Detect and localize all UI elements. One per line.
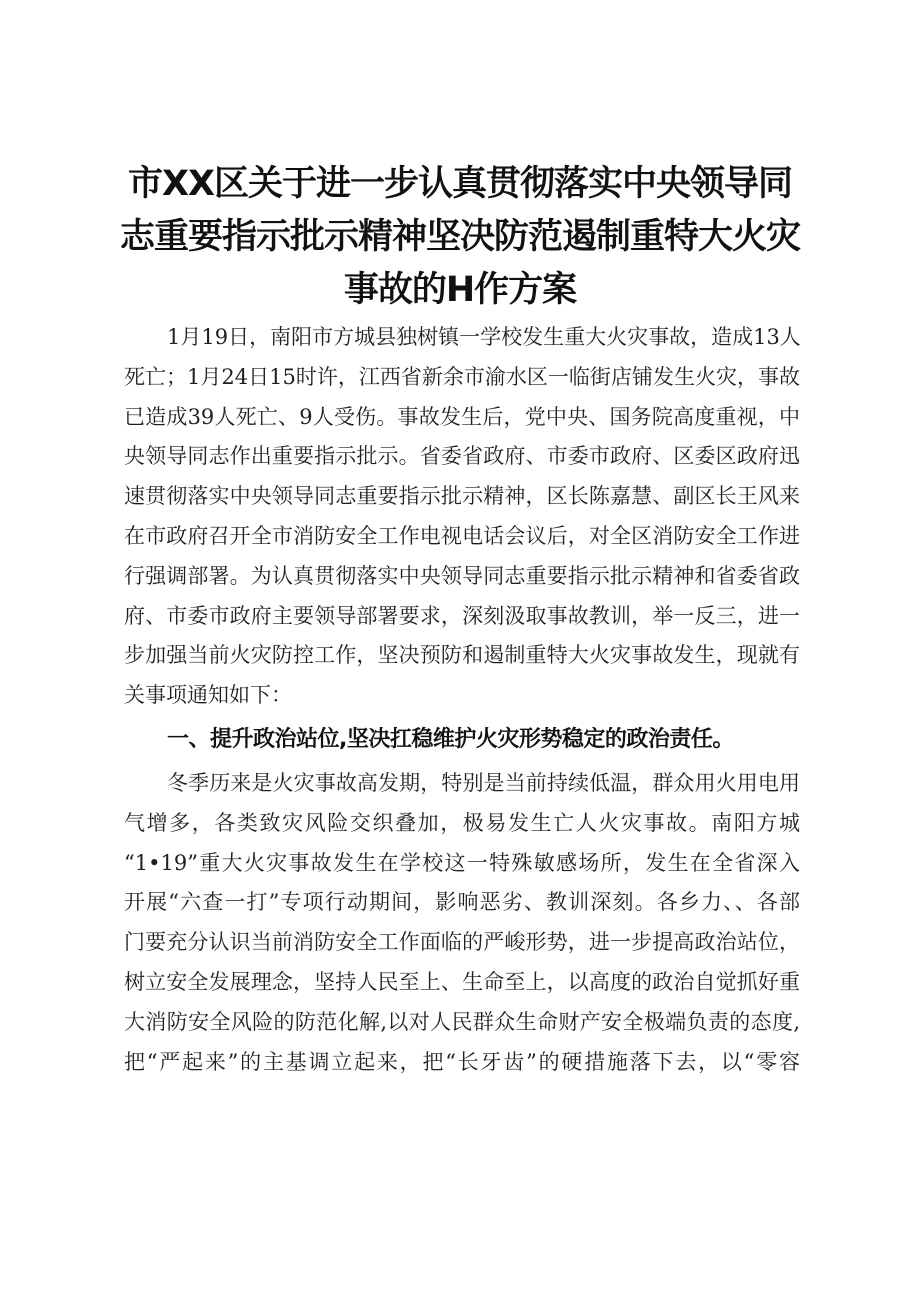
text-line: 1月19日，南阳市方城县独树镇一学校发生重大火灾事故，造成13人	[167, 325, 801, 349]
text-line: 已造成39人死亡、9人受伤。事故发生后，党中央、国务院高度重视，中	[124, 404, 800, 429]
text-line: 步加强当前火灾防控工作，坚决预防和遏制重特大火灾事故发生，现就有	[124, 643, 800, 668]
text-line: 速贯彻落实中央领导同志重要指示批示精神，区长陈嘉慧、副区长王风来	[124, 484, 800, 509]
text-line: 关事项通知如下：	[124, 683, 292, 708]
text-line: 大消防安全风险的防范化解,以对人民群众生命财产安全极端负责的态度,	[124, 1009, 800, 1034]
text-line: 把“严起来”的主基调立起来，把“长牙齿”的硬措施落下去，以“零容	[124, 1049, 800, 1074]
text-line: 气增多，各类致灾风险交织叠加，极易发生亡人火灾事故。南阳方城	[124, 810, 800, 835]
paragraph-section1	[124, 764, 800, 1082]
document-body	[124, 318, 800, 1082]
title-line: 事故的H作方案	[343, 270, 577, 310]
text-line: 冬季历来是火灾事故高发期，特别是当前持续低温，群众用火用电用	[167, 770, 800, 795]
text-line: 树立安全发展理念，坚持人民至上、生命至上，以高度的政治自觉抓好重	[124, 969, 800, 994]
paragraph-intro	[124, 318, 800, 716]
text-line: 央领导同志作出重要指示批示。省委省政府、市委市政府、区委区政府迅	[124, 444, 800, 469]
title-line: 市XX区关于进一步认真贯彻落实中央领导同	[128, 164, 792, 204]
text-line: 在市政府召开全市消防安全工作电视电话会议后，对全区消防安全工作进	[124, 523, 800, 548]
text-line: 门要充分认识当前消防安全工作面临的严峻形势，进一步提高政治站位，	[124, 930, 800, 955]
document-title	[120, 158, 800, 317]
text-line: “1•19”重大火灾事故发生在学校这一特殊敏感场所，发生在全省深入	[124, 850, 800, 875]
section-heading: 一、提升政治站位,坚决扛稳维护火灾形势稳定的政治责任。	[167, 726, 734, 752]
text-line: 府、市委市政府主要领导部署要求，深刻汲取事故教训，举一反三，进一	[124, 603, 800, 628]
text-line: 行强调部署。为认真贯彻落实中央领导同志重要指示批示精神和省委省政	[124, 563, 800, 588]
title-line: 志重要指示批示精神坚决防范遏制重特大火灾	[120, 217, 801, 257]
text-line: 开展“六查一打”专项行动期间，影响恶劣、教训深刻。各乡力、、各部	[124, 890, 800, 915]
text-line: 死亡；1月24日15时许，江西省新余市渝水区一临街店铺发生火灾，事故	[124, 364, 800, 389]
